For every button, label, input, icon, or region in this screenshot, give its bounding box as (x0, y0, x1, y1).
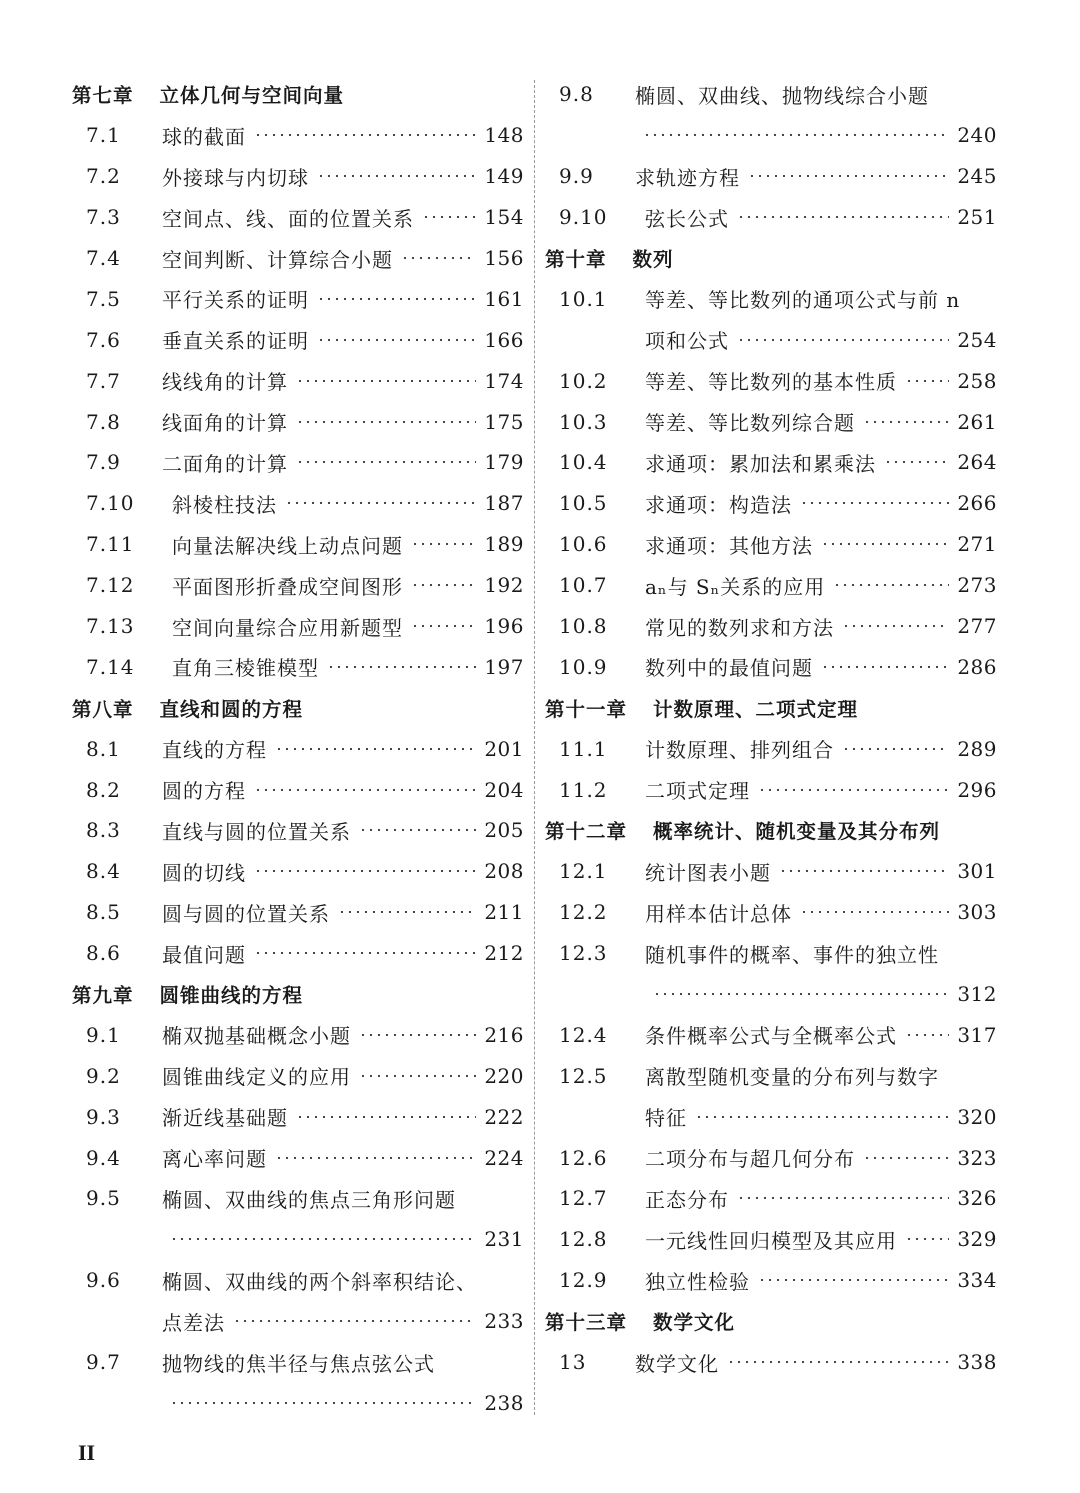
section-number: 7.4 (86, 246, 121, 270)
dot-leader (411, 624, 476, 628)
page-ref: 224 (484, 1145, 524, 1170)
section-number: 12.3 (559, 941, 608, 966)
page-ref: 197 (484, 654, 524, 679)
page-ref: 156 (484, 246, 524, 270)
section-number: 7.5 (86, 286, 121, 311)
chapter-heading (72, 687, 524, 728)
section-number: 12.4 (559, 1022, 608, 1047)
chapter-heading (545, 238, 997, 279)
dot-leader (905, 1237, 949, 1241)
section-number: 10.9 (559, 654, 608, 679)
toc-entry (72, 851, 524, 892)
section-title-continued: 点差法 (162, 1310, 225, 1335)
chapter-heading (72, 74, 524, 115)
section-number: 9.3 (86, 1104, 121, 1129)
toc-entry (72, 606, 524, 647)
toc-entry (72, 892, 524, 933)
page-ref: 320 (957, 1104, 997, 1129)
page-ref: 179 (484, 450, 524, 475)
page-ref: 251 (957, 205, 997, 230)
chapter-title: 立体几何与空间向量 (159, 84, 345, 108)
dot-leader (254, 869, 476, 873)
section-title: 求通项：构造法 (645, 492, 792, 517)
section-title: 斜棱柱技法 (172, 492, 277, 517)
page-ref: 329 (957, 1227, 997, 1252)
page-ref: 254 (957, 327, 997, 352)
dot-leader (884, 460, 949, 464)
toc-entry (72, 442, 524, 483)
chapter-title: 圆锥曲线的方程 (159, 984, 304, 1008)
section-title: 圆的方程 (162, 779, 246, 804)
page-ref: 334 (957, 1268, 997, 1293)
page-ref: 192 (484, 573, 524, 598)
section-number: 12.8 (559, 1227, 608, 1252)
dot-leader (905, 379, 949, 383)
dot-leader (401, 256, 476, 260)
section-title: 平面图形折叠成空间图形 (172, 574, 403, 599)
page-ref: 233 (484, 1309, 524, 1334)
section-title: 数列中的最值问题 (645, 656, 813, 681)
chapter-title: 数列 (632, 248, 674, 271)
column-divider (534, 80, 535, 1415)
toc-entry-continued (545, 974, 997, 1015)
section-title: 求轨迹方程 (635, 165, 740, 190)
toc-entry (545, 728, 997, 769)
toc-entry (545, 851, 997, 892)
toc-entry (72, 238, 524, 279)
dot-leader (821, 665, 949, 669)
section-title: 统计图表小题 (645, 860, 771, 885)
section-number: 8.1 (86, 736, 121, 761)
toc-entry (545, 483, 997, 524)
section-number: 13 (559, 1350, 587, 1375)
toc-entry-continued (72, 1383, 524, 1424)
section-title: 平行关系的证明 (162, 288, 309, 313)
section-number: 9.7 (86, 1350, 121, 1375)
dot-leader (359, 828, 476, 832)
page-ref: 231 (484, 1227, 524, 1252)
section-title-continued: 项和公式 (645, 329, 729, 354)
chapter-title: 直线和圆的方程 (159, 697, 304, 721)
section-number: 10.8 (559, 614, 608, 639)
section-number: 7.2 (86, 164, 121, 189)
page-ref: 261 (957, 409, 997, 434)
section-title: 独立性检验 (645, 1269, 750, 1294)
section-number: 9.1 (86, 1022, 121, 1047)
section-title: 用样本估计总体 (645, 901, 792, 926)
toc-entry (72, 1178, 524, 1219)
toc-entry (72, 565, 524, 606)
section-number: 10.7 (559, 573, 608, 598)
page-ref: 238 (484, 1390, 524, 1415)
section-title: 向量法解决线上动点问题 (172, 533, 403, 558)
page-ref: 216 (484, 1022, 524, 1047)
section-title: 垂直关系的证明 (162, 329, 309, 354)
page-ref: 174 (484, 368, 524, 393)
dot-leader (737, 1196, 949, 1200)
page-ref: 271 (957, 532, 997, 557)
dot-leader (254, 951, 476, 955)
toc-entry (545, 156, 997, 197)
toc-entry (72, 401, 524, 442)
section-number: 7.6 (86, 327, 121, 352)
toc-entry (72, 1096, 524, 1137)
section-number: 9.4 (86, 1145, 121, 1170)
page-ref: 240 (957, 123, 997, 148)
section-title: 线线角的计算 (162, 370, 288, 395)
toc-entry (545, 1137, 997, 1178)
dot-leader (338, 910, 476, 914)
toc-entry-continued (72, 1219, 524, 1260)
dot-leader (695, 1115, 949, 1119)
section-title: aₙ与 Sₙ关系的应用 (645, 574, 826, 599)
toc-entry (545, 1178, 997, 1219)
dot-leader (233, 1319, 476, 1323)
section-title: 圆的切线 (162, 860, 246, 885)
toc-entry (545, 1219, 997, 1260)
dot-leader (296, 379, 476, 383)
section-title: 空间点、线、面的位置关系 (162, 206, 414, 231)
chapter-label: 第十二章 (545, 820, 628, 844)
chapter-label: 第十三章 (545, 1311, 628, 1335)
toc-entry-continued (72, 1301, 524, 1342)
section-title: 直线的方程 (162, 738, 267, 763)
dot-leader (758, 1278, 949, 1282)
section-title: 抛物线的焦半径与焦点弦公式 (162, 1351, 435, 1376)
page-ref: 338 (957, 1350, 997, 1375)
toc-entry-continued (545, 115, 997, 156)
dot-leader (748, 174, 949, 178)
section-title: 最值问题 (162, 942, 246, 967)
section-number: 10.4 (559, 450, 608, 475)
dot-leader (411, 583, 476, 587)
section-title: 空间判断、计算综合小题 (162, 247, 393, 272)
page-ref: 273 (957, 573, 997, 598)
page-ref: 326 (957, 1186, 997, 1211)
section-title-continued: 特征 (645, 1106, 687, 1131)
section-title: 数学文化 (635, 1351, 719, 1376)
dot-leader (727, 1360, 949, 1364)
toc-entry (545, 1055, 997, 1096)
section-number: 11.1 (559, 736, 608, 761)
toc-entry (545, 1342, 997, 1383)
toc-entry (72, 1342, 524, 1383)
dot-leader (905, 1033, 949, 1037)
section-title: 离心率问题 (162, 1147, 267, 1172)
section-title: 圆锥曲线定义的应用 (162, 1065, 351, 1090)
toc-entry (545, 401, 997, 442)
page-ref: 187 (484, 491, 524, 516)
page-ref: 205 (484, 818, 524, 843)
chapter-title: 概率统计、随机变量及其分布列 (653, 820, 941, 844)
page-ref: 204 (484, 777, 524, 802)
toc-entry (545, 360, 997, 401)
page-ref: 166 (484, 327, 524, 352)
page-ref: 286 (957, 654, 997, 679)
page-ref: 296 (957, 777, 997, 802)
section-number: 7.9 (86, 450, 121, 475)
dot-leader (254, 788, 476, 792)
toc-entry (72, 1260, 524, 1301)
section-number: 9.6 (86, 1268, 121, 1293)
section-title: 等差、等比数列的基本性质 (645, 370, 897, 395)
toc-entry (545, 1014, 997, 1055)
dot-leader (758, 788, 949, 792)
chapter-heading (545, 687, 997, 728)
section-number: 7.1 (86, 123, 121, 148)
toc-entry (545, 606, 997, 647)
dot-leader (359, 1074, 476, 1078)
section-title: 条件概率公式与全概率公式 (645, 1024, 897, 1049)
toc-right-column (545, 74, 997, 1383)
section-number: 8.5 (86, 900, 121, 925)
page-ref: 211 (484, 900, 524, 925)
section-number: 8.2 (86, 777, 121, 802)
page-ref: 222 (484, 1104, 524, 1129)
section-title: 球的截面 (162, 124, 246, 149)
dot-leader (296, 1115, 476, 1119)
toc-entry (72, 646, 524, 687)
page-ref: 154 (484, 205, 524, 230)
toc-entry (72, 1137, 524, 1178)
section-title: 离散型随机变量的分布列与数字 (645, 1065, 939, 1090)
dot-leader (737, 338, 949, 342)
section-number: 7.3 (86, 205, 121, 230)
toc-entry-continued (545, 319, 997, 360)
dot-leader (170, 1237, 476, 1241)
dot-leader (422, 215, 476, 219)
dot-leader (254, 133, 476, 137)
section-number: 9.9 (559, 164, 594, 189)
page-ref: 189 (484, 532, 524, 557)
toc-entry (545, 646, 997, 687)
toc-entry-continued (545, 1096, 997, 1137)
section-number: 7.13 (86, 614, 135, 639)
dot-leader (359, 1033, 476, 1037)
dot-leader (800, 501, 949, 505)
toc-entry (72, 156, 524, 197)
page-ref: 148 (484, 123, 524, 148)
page-ref: 245 (957, 164, 997, 189)
section-number: 7.10 (86, 491, 135, 516)
toc-entry (545, 442, 997, 483)
section-title: 正态分布 (645, 1187, 729, 1212)
dot-leader (863, 420, 949, 424)
page-ref: 277 (957, 614, 997, 639)
page-ref: 266 (957, 491, 997, 516)
section-number: 8.6 (86, 941, 121, 966)
chapter-heading (545, 1301, 997, 1342)
dot-leader (317, 338, 476, 342)
chapter-label: 第十章 (545, 248, 607, 271)
section-title: 等差、等比数列的通项公式与前 n (645, 288, 961, 313)
dot-leader (285, 501, 476, 505)
dot-leader (800, 910, 949, 914)
section-title: 圆与圆的位置关系 (162, 901, 330, 926)
section-number: 9.2 (86, 1063, 121, 1088)
toc-entry (545, 565, 997, 606)
section-number: 12.6 (559, 1145, 608, 1170)
section-number: 8.3 (86, 818, 121, 843)
toc-entry (72, 769, 524, 810)
chapter-title: 计数原理、二项式定理 (653, 697, 859, 721)
dot-leader (863, 1156, 949, 1160)
toc-entry (545, 1260, 997, 1301)
dot-leader (317, 174, 476, 178)
toc-entry (545, 933, 997, 974)
chapter-label: 第九章 (72, 984, 134, 1008)
section-number: 10.5 (559, 491, 608, 516)
section-number: 7.14 (86, 654, 135, 679)
toc-entry (545, 524, 997, 565)
toc-left-column (72, 74, 524, 1423)
section-title: 椭圆、双曲线、抛物线综合小题 (635, 83, 929, 108)
section-title: 随机事件的概率、事件的独立性 (645, 942, 939, 967)
chapter-heading (72, 974, 524, 1015)
section-title: 弦长公式 (645, 206, 729, 231)
page-number: II (78, 1440, 96, 1465)
dot-leader (275, 747, 476, 751)
section-title: 计数原理、排列组合 (645, 738, 834, 763)
toc-entry (72, 278, 524, 319)
dot-leader (833, 583, 949, 587)
section-number: 10.2 (559, 368, 608, 393)
section-title: 外接球与内切球 (162, 165, 309, 190)
section-title: 空间向量综合应用新题型 (172, 615, 403, 640)
dot-leader (737, 215, 949, 219)
section-number: 12.1 (559, 859, 608, 884)
page-ref: 196 (484, 614, 524, 639)
toc-entry (72, 728, 524, 769)
section-title: 常见的数列求和方法 (645, 615, 834, 640)
section-title: 求通项：累加法和累乘法 (645, 451, 876, 476)
dot-leader (327, 665, 476, 669)
toc-entry (545, 892, 997, 933)
section-number: 10.6 (559, 532, 608, 557)
section-number: 12.2 (559, 900, 608, 925)
chapter-label: 第十一章 (545, 697, 628, 721)
page-ref: 212 (484, 941, 524, 966)
dot-leader (643, 133, 949, 137)
section-title: 线面角的计算 (162, 411, 288, 436)
toc-entry (72, 319, 524, 360)
section-title: 椭圆、双曲线的焦点三角形问题 (162, 1187, 456, 1212)
dot-leader (317, 297, 476, 301)
section-number: 10.3 (559, 409, 608, 434)
toc-entry (545, 74, 997, 115)
page-ref: 208 (484, 859, 524, 884)
toc-entry (72, 1014, 524, 1055)
section-number: 7.8 (86, 409, 121, 434)
page-ref: 303 (957, 900, 997, 925)
toc-entry (545, 278, 997, 319)
page-ref: 201 (484, 736, 524, 761)
section-number: 9.5 (86, 1186, 121, 1211)
chapter-heading (545, 810, 997, 851)
toc-entry (72, 1055, 524, 1096)
section-number: 7.12 (86, 573, 135, 598)
section-title: 一元线性回归模型及其应用 (645, 1228, 897, 1253)
chapter-label: 第八章 (72, 697, 134, 721)
toc-entry (72, 360, 524, 401)
section-title: 椭双抛基础概念小题 (162, 1024, 351, 1049)
toc-entry (72, 810, 524, 851)
page-ref: 149 (484, 164, 524, 189)
section-number: 9.10 (559, 205, 608, 230)
toc-entry (545, 769, 997, 810)
page-ref: 323 (957, 1145, 997, 1170)
dot-leader (296, 460, 476, 464)
section-number: 9.8 (559, 82, 594, 107)
section-number: 12.9 (559, 1268, 608, 1293)
page-ref: 301 (957, 859, 997, 884)
section-title: 求通项：其他方法 (645, 533, 813, 558)
section-title: 二面角的计算 (162, 451, 288, 476)
section-title: 渐近线基础题 (162, 1106, 288, 1131)
section-title: 二项式定理 (645, 779, 750, 804)
page-ref: 264 (957, 450, 997, 475)
dot-leader (653, 992, 949, 996)
section-number: 7.11 (86, 532, 135, 557)
toc-entry (545, 197, 997, 238)
page-ref: 175 (484, 409, 524, 434)
section-number: 11.2 (559, 777, 608, 802)
toc-entry (72, 115, 524, 156)
dot-leader (779, 869, 949, 873)
toc-entry (72, 933, 524, 974)
section-title: 等差、等比数列综合题 (645, 411, 855, 436)
section-title: 二项分布与超几何分布 (645, 1147, 855, 1172)
dot-leader (821, 542, 949, 546)
dot-leader (170, 1401, 476, 1405)
dot-leader (296, 420, 476, 424)
section-number: 10.1 (559, 286, 608, 311)
toc-entry (72, 197, 524, 238)
dot-leader (411, 542, 476, 546)
dot-leader (842, 624, 949, 628)
page-ref: 317 (957, 1022, 997, 1047)
section-title: 直角三棱锥模型 (172, 656, 319, 681)
chapter-label: 第七章 (72, 84, 134, 108)
dot-leader (275, 1156, 476, 1160)
section-number: 12.7 (559, 1186, 608, 1211)
toc-entry (72, 524, 524, 565)
dot-leader (842, 747, 949, 751)
section-number: 7.7 (86, 368, 121, 393)
section-number: 12.5 (559, 1063, 608, 1088)
toc-entry (72, 483, 524, 524)
page-ref: 312 (957, 982, 997, 1007)
page-ref: 161 (484, 286, 524, 311)
page-ref: 289 (957, 736, 997, 761)
page-ref: 258 (957, 368, 997, 393)
section-number: 8.4 (86, 859, 121, 884)
section-title: 椭圆、双曲线的两个斜率积结论、 (162, 1269, 477, 1294)
chapter-title: 数学文化 (653, 1311, 736, 1335)
page-ref: 220 (484, 1063, 524, 1088)
section-title: 直线与圆的位置关系 (162, 819, 351, 844)
